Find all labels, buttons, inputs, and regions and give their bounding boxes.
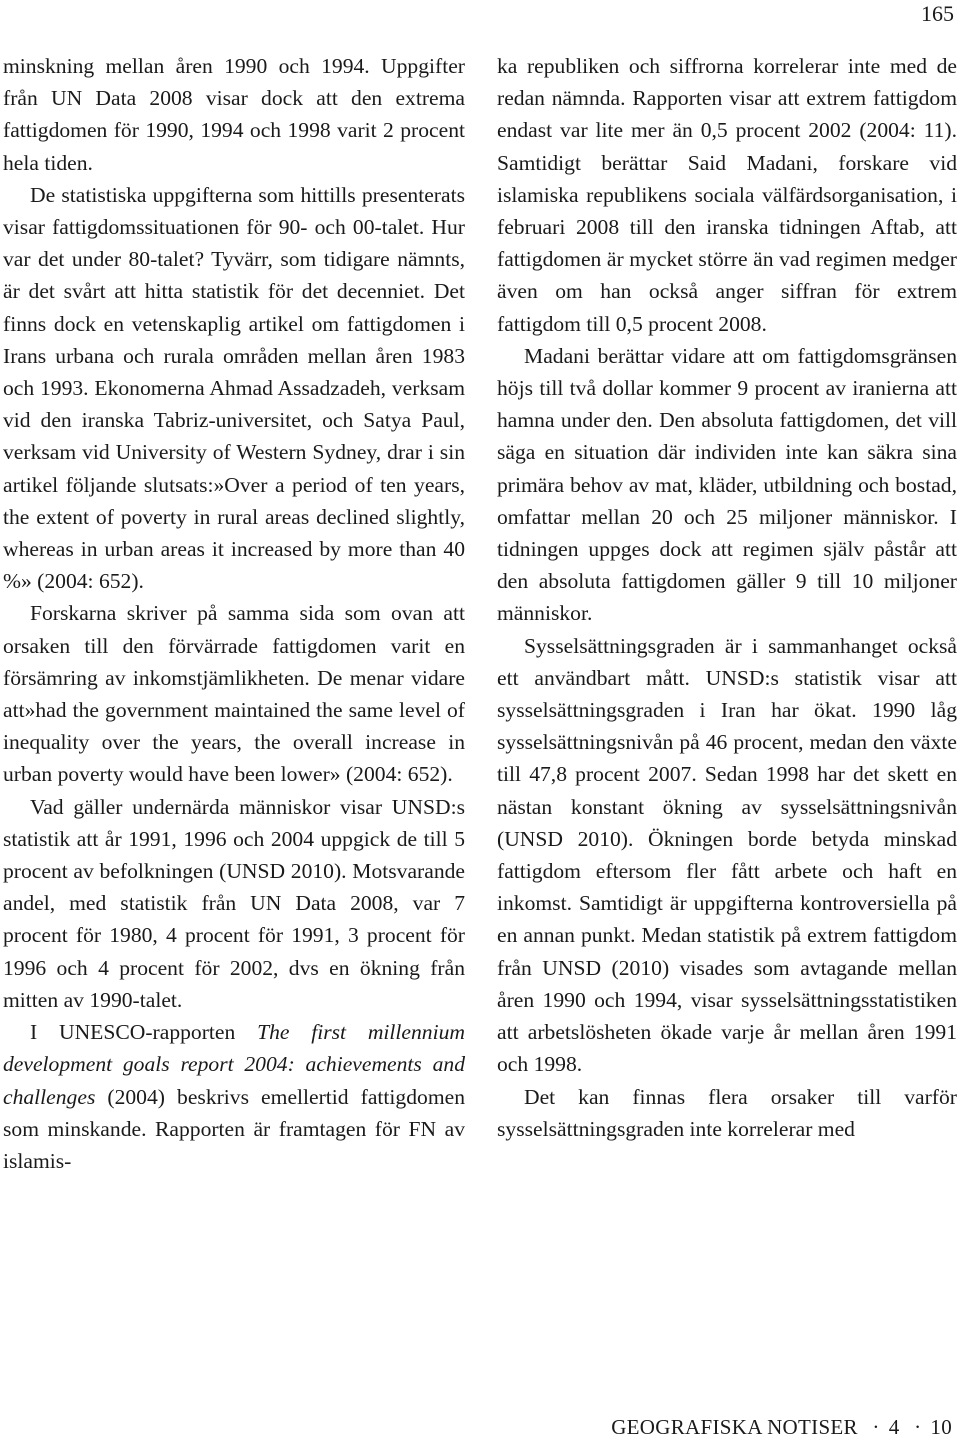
paragraph: ka republiken och siffrorna korrelerar inte med de redan nämnda. Rapporten visar att extrem fattigdom endast var lite mer än 0,5 procent 2002 (2004: 11). Samtidigt berättar Said Madani, forskare vid islamiska republikens sociala välfärdsorganisation, i februari 2008 till den iranska tidningen Aftab, att fattigdomen är mycket större än vad regimen medger även om han också anger siffran för extrem fattigdom till 0,5 procent 2008. — [497, 54, 957, 336]
separator-dot: · — [914, 1415, 922, 1439]
paragraph: De statistiska uppgifterna som hittills presenterats visar fattigdomssituationen för 90- och 00-talet. Hur var det under 80-talet? Tyvärr, som tidigare nämnts, är det svårt att hitta statistik för det decenniet. Det finns dock en vetenskaplig artikel om fattigdomen i Irans urbana och rurala områden mellan åren 1983 och 1993. Ekonomerna Ahmad Assadzadeh, verksam vid den iranska Tabriz-universitet, och Satya Paul, verksam vid University of Western Sydney, drar i sin artikel följande slutsats:»Over a period of ten years, the extent of poverty in rural areas declined slightly, whereas in urban areas it increased by more than 40 %» (2004: 652). — [3, 182, 465, 594]
paragraph: minskning mellan åren 1990 och 1994. Uppgifter från UN Data 2008 visar dock att den extrema fattigdomen för 1990, 1994 och 1998 varit 2 procent hela tiden. — [3, 54, 465, 175]
paragraph: Madani berättar vidare att om fattigdomsgränsen höjs till två dollar kommer 9 procent av iranierna att hamna under den. Den absoluta fattigdomen, det vill säga en situation där individen inte kan säkra sina primära behov av mat, kläder, utbildning och bostad, omfattar mellan 20 och 25 miljoner människor. I tidningen uppges dock att regimen själv påstår att den absoluta fattigdomen gäller 9 till 10 miljoner människor. — [497, 343, 957, 626]
report-title: The first millennium development goals report 2004: achievements and challenges — [3, 1020, 465, 1109]
paragraph: Sysselsättningsgraden är i sammanhanget också ett användbart mått. UNSD:s statistik visar att sysselsättningsgraden i Iran har ökat. 1990 låg sysselsättningsnivån på 46 procent, medan den växte till 47,8 procent 2007. Sedan 1998 har det skett en nästan konstant ökning av sysselsättningsnivån (UNSD 2010). Ökningen borde betyda minskad fattigdom eftersom fler fått arbete och haft en inkomst. Samtidigt är uppgifterna kontroversiella på en annan punkt. Medan statistik på extrem fattigdom från UNSD (2010) visades som avtagande mellan åren 1990 och 1994, visar sysselsättningsstatistiken att arbetslösheten ökade varje år mellan åren 1991 och 1998. — [497, 633, 957, 1077]
paragraph: Forskarna skriver på samma sida som ovan att orsaken till den förvärrade fattigdomen varit en försämring av inkomstjämlikheten. De menar vidare att»had the government maintained the same level of inequality over the years, the overall increase in urban poverty would have been lower» (2004: 652). — [3, 601, 465, 787]
text-span: (2004) beskrivs emellertid fattigdomen som minskande. Rapporten är framtagen för FN av islamis- — [3, 1084, 465, 1173]
text-span: I UNESCO-rapporten — [30, 1020, 258, 1045]
journal-volume: 4 — [888, 1415, 900, 1439]
right-column — [497, 50, 957, 1145]
running-footer — [611, 1414, 952, 1440]
left-column — [3, 50, 465, 1177]
paragraph: Vad gäller undernärda människor visar UNSD:s statistik att år 1991, 1996 och 2004 uppgick de till 5 procent av befolkningen (UNSD 2010). Motsvarande andel, med statistik från UN Data 2008, var 7 procent för 1980, 4 procent för 1991, 3 procent för 1996 och 4 procent för 2002, dvs en ökning från mitten av 1990-talet. — [3, 794, 465, 1012]
journal-name: GEOGRAFISKA NOTISER — [611, 1415, 858, 1439]
journal-year: 10 — [930, 1415, 952, 1439]
page-number: 165 — [921, 1, 954, 26]
paragraph — [3, 1016, 465, 1177]
paragraph: Det kan finnas flera orsaker till varför sysselsättningsgraden inte korrelerar med — [497, 1084, 957, 1141]
separator-dot: · — [872, 1415, 880, 1439]
